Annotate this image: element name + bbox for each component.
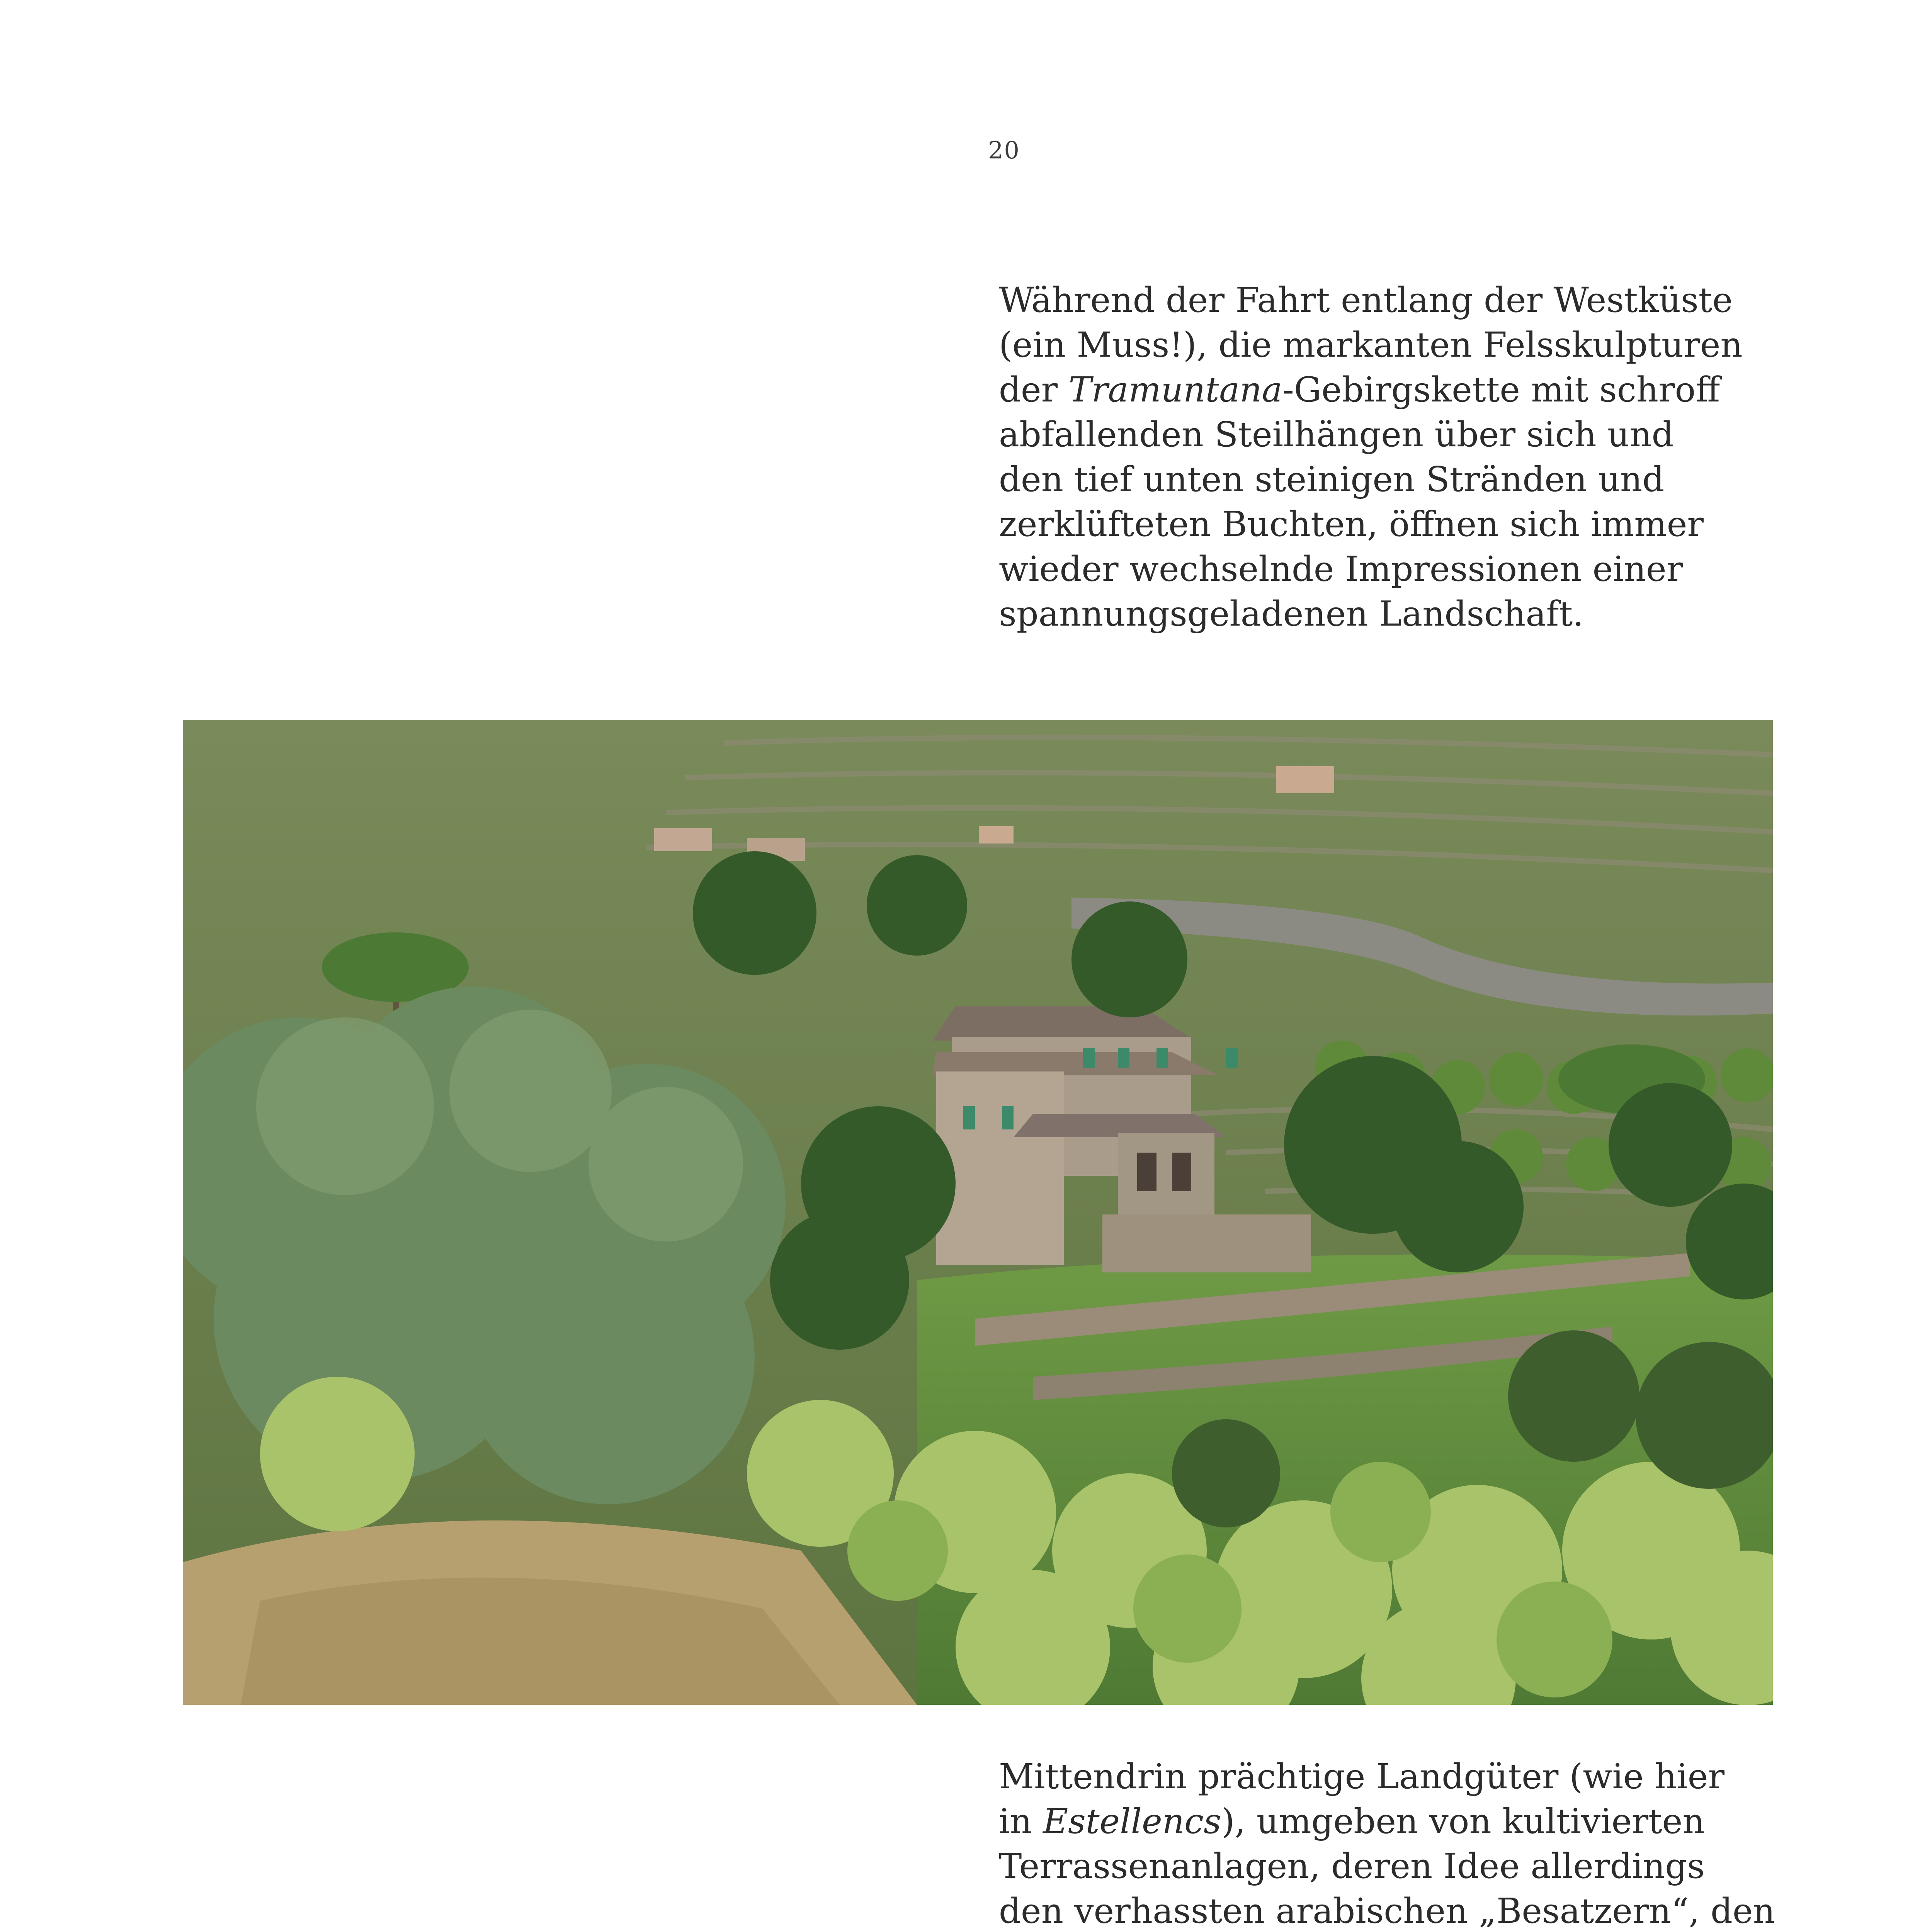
paragraph-estellencs	[999, 1754, 1841, 1932]
text-line: den tief unten steinigen Stränden und	[999, 459, 1665, 499]
text-line: (ein Muss!), die markanten Felsskulpturen	[999, 325, 1743, 365]
italic-term: Estellencs	[1043, 1801, 1221, 1841]
paragraph-westkueste	[999, 277, 1841, 636]
italic-term: Tramuntana	[1068, 369, 1282, 410]
text-line: zerklüfteten Buchten, öffnen sich immer	[999, 504, 1704, 544]
text-line: abfallenden Steilhängen über sich und	[999, 414, 1674, 454]
landscape-photo	[183, 720, 1773, 1705]
text-line: in Estellencs), umgeben von kultivierten	[999, 1801, 1705, 1841]
text-line: den verhassten arabischen „Besatzern“, den	[999, 1891, 1775, 1931]
text-line: Terrassenanlagen, deren Idee allerdings	[999, 1846, 1705, 1886]
page-number: 20	[988, 136, 1020, 164]
text-line: Mittendrin prächtige Landgüter (wie hier	[999, 1756, 1725, 1796]
text-line: der Tramuntana-Gebirgskette mit schroff	[999, 369, 1720, 410]
text-line: Während der Fahrt entlang der Westküste	[999, 280, 1733, 320]
estellencs-estate-illustration	[183, 720, 1773, 1705]
text-line: wieder wechselnde Impressionen einer	[999, 549, 1683, 589]
text-line: spannungsgeladenen Landschaft.	[999, 594, 1584, 634]
